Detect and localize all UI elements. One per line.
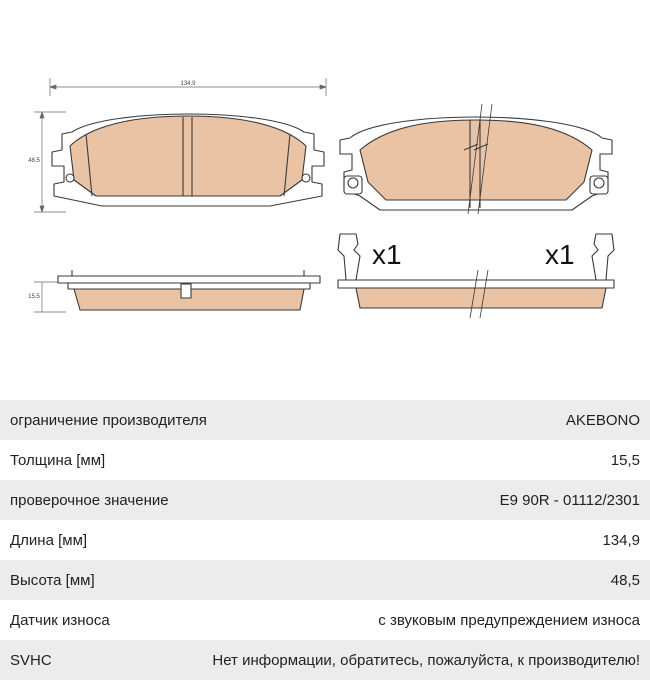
spec-row-manufacturer-restriction — [0, 400, 650, 440]
pad-side-view-left — [34, 270, 320, 312]
pad-front-view-left — [52, 114, 324, 206]
spec-row-test-mark — [0, 480, 650, 520]
spec-label: SVHC — [10, 651, 52, 669]
spec-row-svhc — [0, 640, 650, 680]
spec-label: Длина [мм] — [10, 531, 88, 549]
pad-front-view-right — [340, 104, 612, 214]
spec-value: с звуковым предупреждением износа — [378, 611, 640, 629]
length-dimension-label: 134.9 — [180, 81, 196, 87]
wear-sensor-clip-left — [338, 234, 360, 280]
spec-value: Нет информации, обратитесь, пожалуйста, к производителю! — [212, 651, 640, 669]
spec-label: проверочное значение — [10, 491, 169, 509]
quantity-label-left: x1 — [372, 239, 402, 270]
friction-material-left — [70, 116, 306, 196]
spec-value: E9 90R - 01112/2301 — [499, 491, 640, 509]
spec-label: Высота [мм] — [10, 571, 95, 589]
spec-value: AKEBONO — [565, 411, 640, 429]
spec-value: 48,5 — [610, 571, 640, 589]
friction-material-right — [360, 120, 592, 200]
thickness-dimension-label: 15.5 — [28, 294, 40, 300]
specifications-table — [0, 400, 650, 680]
spec-row-length — [0, 520, 650, 560]
spec-row-height — [0, 560, 650, 600]
spec-row-wear-sensor — [0, 600, 650, 640]
quantity-label-right: x1 — [545, 239, 575, 270]
spec-value: 15,5 — [610, 451, 640, 469]
height-dimension-label: 48.5 — [28, 158, 40, 164]
spec-label: ограничение производителя — [10, 411, 207, 429]
spec-label: Толщина [мм] — [10, 451, 106, 469]
spec-label: Датчик износа — [10, 611, 110, 629]
wear-sensor-clip-right — [592, 234, 614, 280]
spec-row-thickness — [0, 440, 650, 480]
spec-value: 134,9 — [602, 531, 640, 549]
